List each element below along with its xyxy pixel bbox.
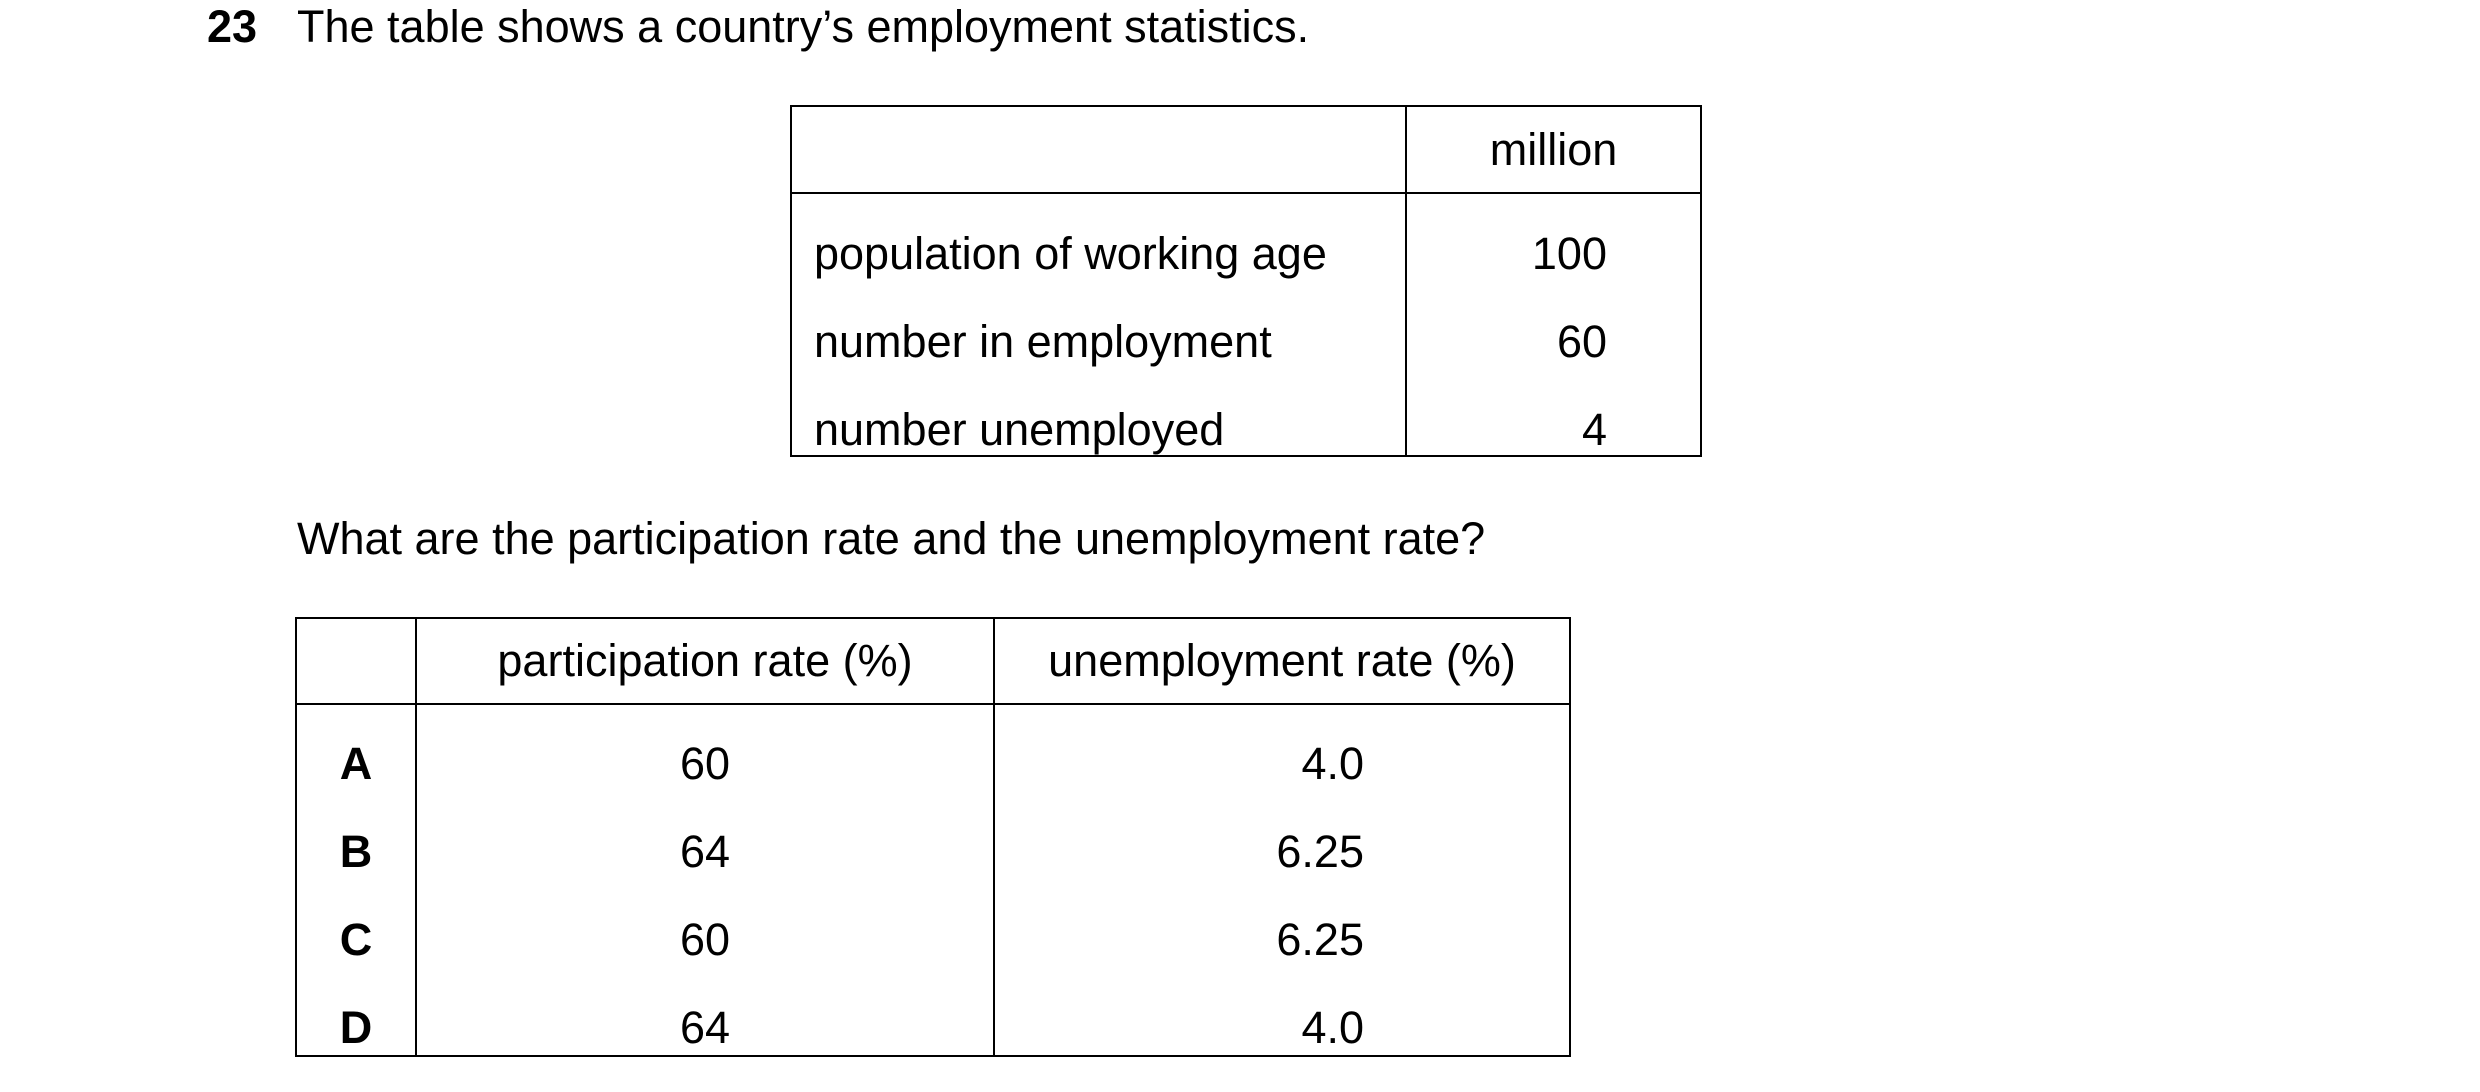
header-participation-rate: participation rate (%) (497, 635, 913, 686)
row-value-employment: 60 (1556, 316, 1607, 367)
header-unemployment-rate: unemployment rate (%) (1048, 635, 1516, 686)
employment-statistics-table (790, 105, 1702, 457)
question-prompt: What are the participation rate and the unemployment rate? (297, 513, 1486, 564)
option-d-unemployment: 4.0 (1301, 1002, 1364, 1053)
question-number: 23 (207, 1, 258, 52)
option-letter-a: A (339, 738, 373, 789)
option-c-participation: 60 (679, 914, 731, 965)
row-label-employment: number in employment (814, 316, 1272, 367)
row-label-unemployed: number unemployed (814, 404, 1225, 455)
option-letter-c: C (339, 914, 373, 965)
option-letter-d: D (339, 1002, 373, 1053)
row-value-working-age: 100 (1531, 228, 1607, 279)
option-letter-b: B (339, 826, 373, 877)
row-label-working-age: population of working age (814, 228, 1327, 279)
table-divider (297, 703, 1569, 705)
row-value-unemployed: 4 (1581, 404, 1607, 455)
table-divider (792, 192, 1700, 194)
option-a-unemployment: 4.0 (1301, 738, 1364, 789)
question-stem: The table shows a country’s employment statistics. (297, 1, 1310, 52)
option-d-participation: 64 (679, 1002, 731, 1053)
answer-options-table (295, 617, 1571, 1057)
unit-header: million (1489, 124, 1618, 175)
option-c-unemployment: 6.25 (1276, 914, 1364, 965)
option-b-unemployment: 6.25 (1276, 826, 1364, 877)
option-a-participation: 60 (679, 738, 731, 789)
option-b-participation: 64 (679, 826, 731, 877)
